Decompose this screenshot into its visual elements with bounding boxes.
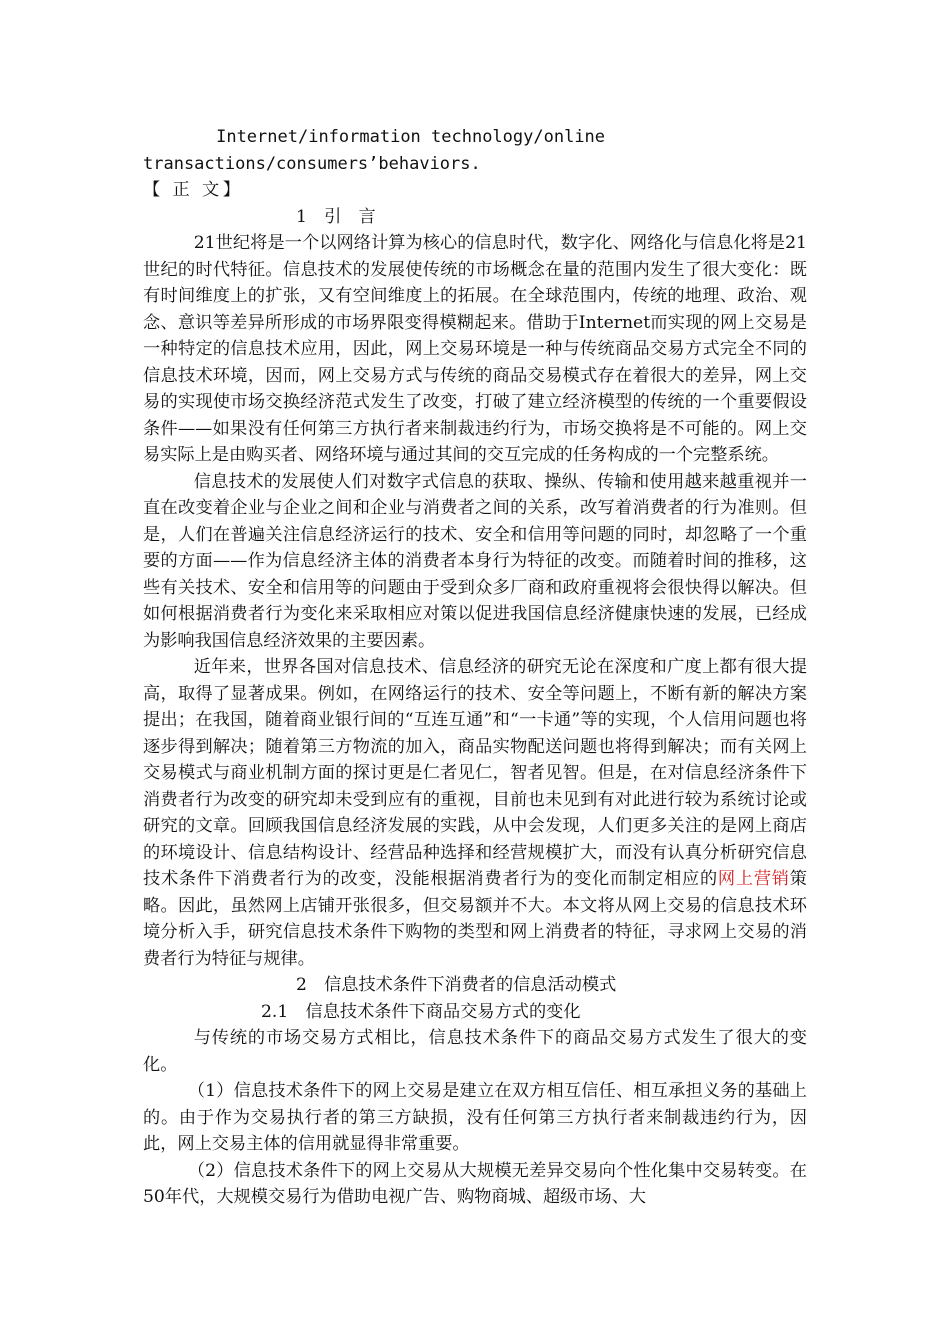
english-keywords: Internet/information technology/online transactions/consumers’behaviors. [143,127,606,174]
online-marketing-link[interactable]: 网上营销 [717,869,790,889]
article-body [143,124,807,1211]
section-2-1-paragraph-1: 与传统的市场交易方式相比，信息技术条件下的商品交易方式发生了很大的变化。 [143,1028,807,1075]
section-2-1-item-2: （2）信息技术条件下的网上交易从大规模无差异交易向个性化集中交易转变。在50年代，大规模交易行为借助电视广告、购物商城、超级市场、大 [143,1160,807,1207]
section-2-1-heading: 2.1 信息技术条件下商品交易方式的变化 [261,1001,581,1022]
section-1-heading: 1 引 言 [296,206,376,227]
paragraph-3-text-before-link: 近年来，世界各国对信息技术、信息经济的研究无论在深度和广度上都有很大提高，取得了显著成果。例如，在网络运行的技术、安全等问题上，不断有新的解决方案提出；在我国，随着商业银行间的“互连互通”和“一卡通”等的实现，个人信用问题也将逐步得到解决；随着第三方物流的加入，商品实物配送问题也将得到解决；而有关网上交易模式与商业机制方面的探讨更是仁者见仁，智者见智。但是，在对信息经济条件下消费者行为改变的研究却未受到应有的重视，目前也未见到有对此进行较为系统讨论或研究的文章。回顾我国信息经济发展的实践，从中会发现，人们更多关注的是网上商店的环境设计、信息结构设计、经营品种选择和经营规模扩大，而没有认真分析研究信息技术条件下消费者行为的改变，没能根据消费者行为的变化而制定相应的 [143,657,807,889]
paragraph-3-text-after-link: 策略。因此，虽然网上店铺开张很多，但交易额并不大。本文将从网上交易的信息技术环境分析入手，研究信息技术条件下购物的类型和网上消费者的特征，寻求网上交易的消费者行为特征与规律。 [143,869,807,969]
section-1-paragraph-2: 信息技术的发展使人们对数字式信息的获取、操纵、传输和使用越来越重视并一直在改变着企业与企业之间和企业与消费者之间的关系，改写着消费者的行为准则。但是，人们在普遍关注信息经济运行的技术、安全和信用等问题的同时，却忽略了一个重要的方面——作为信息经济主体的消费者本身行为特征的改变。而随着时间的推移，这些有关技术、安全和信用等的问题由于受到众多厂商和政府重视将会很快得以解决。但如何根据消费者行为变化来采取相应对策以促进我国信息经济健康快速的发展，已经成为影响我国信息经济效果的主要因素。 [143,471,807,651]
section-1-paragraph-3 [143,654,807,972]
body-section-label: 【 正 文】 [143,180,244,200]
section-2-1-item-1: （1）信息技术条件下的网上交易是建立在双方相互信任、相互承担义务的基础上的。由于作为交易执行者的第三方缺损，没有任何第三方执行者来制裁违约行为，因此，网上交易主体的信用就显得非常重要。 [143,1081,807,1154]
section-1-paragraph-1: 21世纪将是一个以网络计算为核心的信息时代，数字化、网络化与信息化将是21世纪的时代特征。信息技术的发展使传统的市场概念在量的范围内发生了很大变化：既有时间维度上的扩张，又有空间维度上的拓展。在全球范围内，传统的地理、政治、观念、意识等差异所形成的市场界限变得模糊起来。借助于Internet而实现的网上交易是一种特定的信息技术应用，因此，网上交易环境是一种与传统商品交易方式完全不同的信息技术环境，因而，网上交易方式与传统的商品交易模式存在着很大的差异，网上交易的实现使市场交换经济范式发生了改变，打破了建立经济模型的传统的一个重要假设条件——如果没有任何第三方执行者来制裁违约行为，市场交换将是不可能的。网上交易实际上是由购买者、网络环境与通过其间的交互完成的任务构成的一个完整系统。 [143,233,807,465]
section-2-heading: 2 信息技术条件下消费者的信息活动模式 [296,975,617,995]
